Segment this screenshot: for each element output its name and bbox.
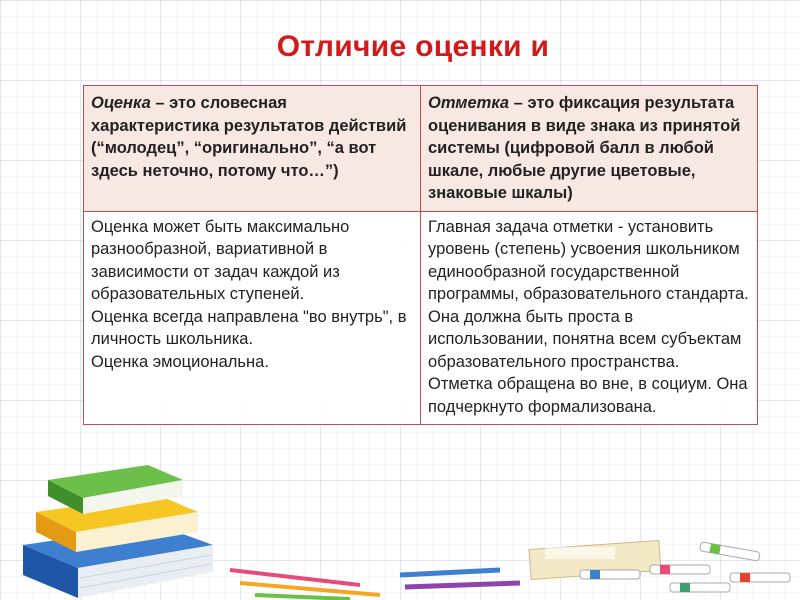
grade-paragraph: Оценка может быть максимально разнообразной, вариативной в зависимости от задач каждой из образовательных ступеней. <box>91 217 350 303</box>
definition-mark: – это фиксация результата оценивания в виде знака из принятой системы (цифровой балл в любой шкале, любые другие цветовые, знаковые шкалы) <box>428 94 741 202</box>
grade-paragraph: Оценка всегда направлена "во внутрь", в личность школьника. <box>91 307 407 348</box>
comparison-table <box>83 85 758 425</box>
grade-paragraph: Оценка эмоциональна. <box>91 352 269 371</box>
mark-paragraph: Главная задача отметки - установить уровень (степень) усвоения школьником единообразной государственной программы, образовательного стандарта. Она должна быть проста в использовании, понятна всем субъектам образовательного пространства. <box>428 217 749 371</box>
term-mark: Отметка <box>428 94 510 112</box>
stack-of-books-icon <box>18 450 218 600</box>
body-cell-mark <box>421 211 758 425</box>
definition-grade: – это словесная характеристика результатов действий (“молодец”, “оригинально”, “а вот здесь неточно, потому что…”) <box>91 94 407 180</box>
header-cell-mark <box>421 86 758 212</box>
table-header-row <box>84 86 758 212</box>
slide-title: Отличие оценки и <box>276 30 550 63</box>
mark-paragraph: Отметка обращена во вне, в социум. Она подчеркнуто формализована. <box>428 375 748 416</box>
table-body-row <box>84 211 758 425</box>
body-cell-grade <box>84 211 421 425</box>
header-cell-grade <box>84 86 421 212</box>
term-grade: Оценка <box>91 94 151 112</box>
pencils-and-markers-icon <box>230 525 795 600</box>
